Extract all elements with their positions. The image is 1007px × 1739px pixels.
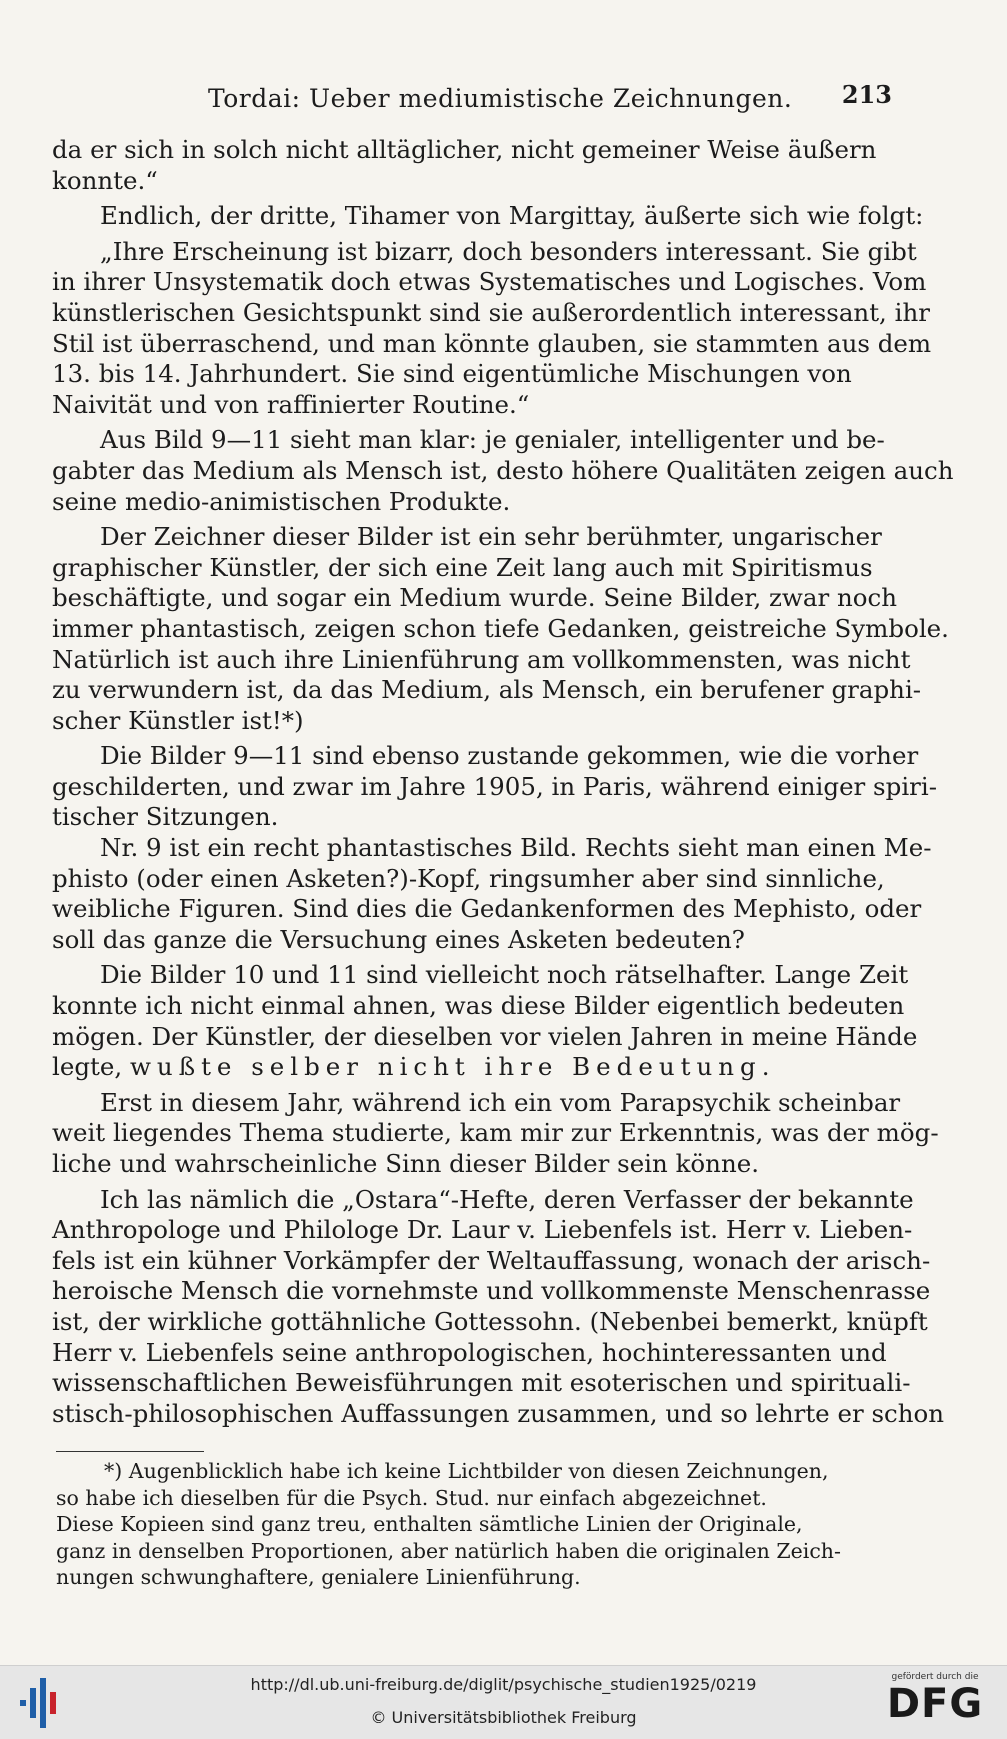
text-line-content: seine medio-animistischen Produkte. (52, 486, 511, 516)
text-line (52, 1052, 892, 1083)
text-line (52, 833, 932, 864)
text-line-content: Nr. 9 ist ein recht phantastisches Bild. Rechts sieht man einen Me- (100, 833, 932, 863)
text-line-end: . (761, 1052, 770, 1082)
text-line (52, 236, 917, 268)
footnote-divider (56, 1451, 204, 1452)
text-line-content: fels ist ein kühner Vorkämpfer der Weltauffassung, wonach der arisch- (52, 1245, 931, 1275)
text-line (52, 1276, 931, 1307)
text-line (52, 1184, 914, 1216)
text-line (52, 675, 922, 706)
footnote-line: nungen schwunghaftere, genialere Linienführung. (56, 1565, 581, 1589)
text-line-content: Anthropologe und Philologe Dr. Laur v. Liebenfels ist. Herr v. Lieben- (52, 1215, 913, 1245)
text-line (52, 1118, 939, 1149)
text-line-content: legte, (52, 1052, 130, 1082)
text-line-content: liche und wahrscheinliche Sinn dieser Bilder sein könne. (52, 1149, 760, 1178)
text-line (52, 166, 892, 197)
text-line (52, 553, 892, 584)
text-line (52, 925, 892, 956)
text-line-content: heroische Mensch die vornehmste und vollkommenste Menschenrasse (52, 1276, 931, 1306)
text-line-content: konnte ich nicht einmal ahnen, was diese Bilder eigentlich bedeuten (52, 991, 905, 1021)
text-line-content: graphischer Künstler, der sich eine Zeit lang auch mit Spiritismus (52, 552, 873, 582)
text-line (52, 991, 905, 1022)
footnote-line: *) Augenblicklich habe ich keine Lichtbilder von diesen Zeichnungen, (104, 1459, 829, 1483)
text-line-content: weit liegendes Thema studierte, kam mir zur Erkenntnis, was der mög- (52, 1118, 939, 1148)
text-line (52, 802, 892, 833)
text-line-content: Endlich, der dritte, Tihamer von Margittay, äußerte sich wie folgt: (100, 201, 924, 231)
text-line-content: da er sich in solch nicht alltäglicher, nicht gemeiner Weise äußern (52, 135, 877, 164)
text-line (52, 1398, 945, 1430)
dfg-caption: gefördert durch die (891, 1672, 979, 1682)
text-line-content: in ihrer Unsystematik doch etwas Systematisches und Logisches. Vom (52, 267, 927, 297)
text-line-content: Naivität und von raffinierter Routine.“ (52, 389, 530, 419)
text-line-content: Aus Bild 9—11 sieht man klar: je genialer, intelligenter und be- (100, 425, 885, 455)
text-line-content: „Ihre Erscheinung ist bizarr, doch besonders interessant. Sie gibt (100, 236, 917, 266)
text-line (52, 297, 930, 329)
text-line-content: phisto (oder einen Asketen?)-Kopf, ringsumher aber sind sinnliche, (52, 863, 885, 893)
text-line-content: weibliche Figuren. Sind dies die Gedankenformen des Mephisto, oder (52, 894, 922, 924)
footer-bar (0, 1665, 1007, 1739)
text-line-content: stisch-philosophischen Auffassungen zusammen, und so lehrte er schon (52, 1398, 945, 1428)
text-line-content: scher Künstler ist!*) (52, 705, 304, 735)
text-line (52, 455, 954, 487)
text-line (52, 135, 892, 166)
source-url-link[interactable]: http://dl.ub.uni-freiburg.de/diglit/psychische_studien1925/0219 (250, 1675, 757, 1694)
text-line-content: Die Bilder 10 und 11 sind vielleicht noch rätselhafter. Lange Zeit (100, 960, 909, 990)
page-number: 213 (841, 80, 892, 109)
dfg-logo (879, 1672, 991, 1726)
text-line (52, 1087, 901, 1119)
text-line (52, 390, 892, 421)
text-line-content: wissenschaftlichen Beweisführungen mit esoterischen und spirituali- (52, 1368, 911, 1398)
text-line (52, 1338, 892, 1369)
text-line-content: Die Bilder 9—11 sind ebenso zustande gekommen, wie die vorher (100, 741, 919, 771)
text-line (52, 1215, 913, 1246)
footnote-line: so habe ich dieselben für die Psych. Stud. nur einfach abgezeichnet. (56, 1485, 767, 1510)
text-line (52, 613, 949, 645)
text-line-content: Der Zeichner dieser Bilder ist ein sehr berühmter, ungarischer (100, 522, 882, 552)
text-line-content: Stil ist überraschend, und man könnte glauben, sie stammten aus dem (52, 328, 932, 358)
dfg-logo-icon: DFG (886, 1681, 984, 1727)
text-line (52, 583, 898, 614)
text-line-content: immer phantastisch, zeigen schon tiefe Gedanken, geistreiche Symbole. (52, 613, 949, 643)
text-line (52, 1368, 911, 1399)
text-line (52, 487, 892, 518)
text-line (52, 894, 922, 925)
text-line-content: beschäftigte, und sogar ein Medium wurde. Seine Bilder, zwar noch (52, 583, 898, 613)
text-line-content: künstlerischen Gesichtspunkt sind sie außerordentlich interessant, ihr (52, 297, 930, 327)
footnote-line: Diese Kopieen sind ganz treu, enthalten sämtliche Linien der Originale, (56, 1512, 803, 1536)
page-header (52, 80, 892, 118)
text-line (52, 741, 919, 772)
text-line (52, 328, 932, 360)
body-text (52, 135, 954, 1429)
copyright-text: © Universitätsbibliothek Freiburg (370, 1708, 637, 1727)
text-line (52, 425, 892, 456)
footnote (56, 1458, 896, 1591)
text-line (52, 201, 924, 232)
running-title: Tordai: Ueber mediumistische Zeichnungen. (208, 84, 793, 113)
text-line-content: Erst in diesem Jahr, während ich ein vom Parapsychik scheinbar (100, 1087, 901, 1117)
text-line (52, 644, 911, 676)
text-line-content: mögen. Der Künstler, der dieselben vor vielen Jahren in meine Hände (52, 1021, 918, 1051)
text-line (52, 771, 937, 803)
emphasized-text: wußte selber nicht ihre Bedeutung (129, 1052, 762, 1082)
text-line (52, 960, 909, 991)
text-line-content: konnte.“ (52, 165, 158, 195)
text-line-content: tischer Sitzungen. (52, 802, 279, 832)
text-line (52, 522, 892, 553)
text-line-content: soll das ganze die Versuchung eines Asketen bedeuten? (52, 924, 745, 954)
text-line-content: geschilderten, und zwar im Jahre 1905, in Paris, während einiger spiri- (52, 771, 937, 801)
text-line-content: 13. bis 14. Jahrhundert. Sie sind eigentümliche Mischungen von (52, 359, 852, 389)
text-line (52, 1306, 928, 1338)
text-line-content: ist, der wirkliche gottähnliche Gottessohn. (Nebenbei bemerkt, knüpft (52, 1306, 928, 1336)
text-line (52, 864, 892, 895)
text-line-content: gabter das Medium als Mensch ist, desto höhere Qualitäten zeigen auch (52, 455, 954, 485)
text-line (52, 1021, 918, 1053)
text-line-content: Herr v. Liebenfels seine anthropologischen, hochinteressanten und (52, 1337, 887, 1367)
text-line (52, 359, 892, 390)
text-line (52, 1245, 931, 1277)
text-line-content: zu verwundern ist, da das Medium, als Mensch, ein berufener graphi- (52, 675, 922, 705)
text-line (52, 267, 927, 298)
footnote-line: ganz in denselben Proportionen, aber natürlich haben die originalen Zeich- (56, 1538, 841, 1563)
text-line-content: Ich las nämlich die „Ostara“-Hefte, deren Verfasser der bekannte (100, 1184, 914, 1214)
text-line (52, 1149, 892, 1180)
text-line-content: Natürlich ist auch ihre Linienführung am vollkommensten, was nicht (52, 644, 911, 674)
text-line (52, 706, 892, 737)
